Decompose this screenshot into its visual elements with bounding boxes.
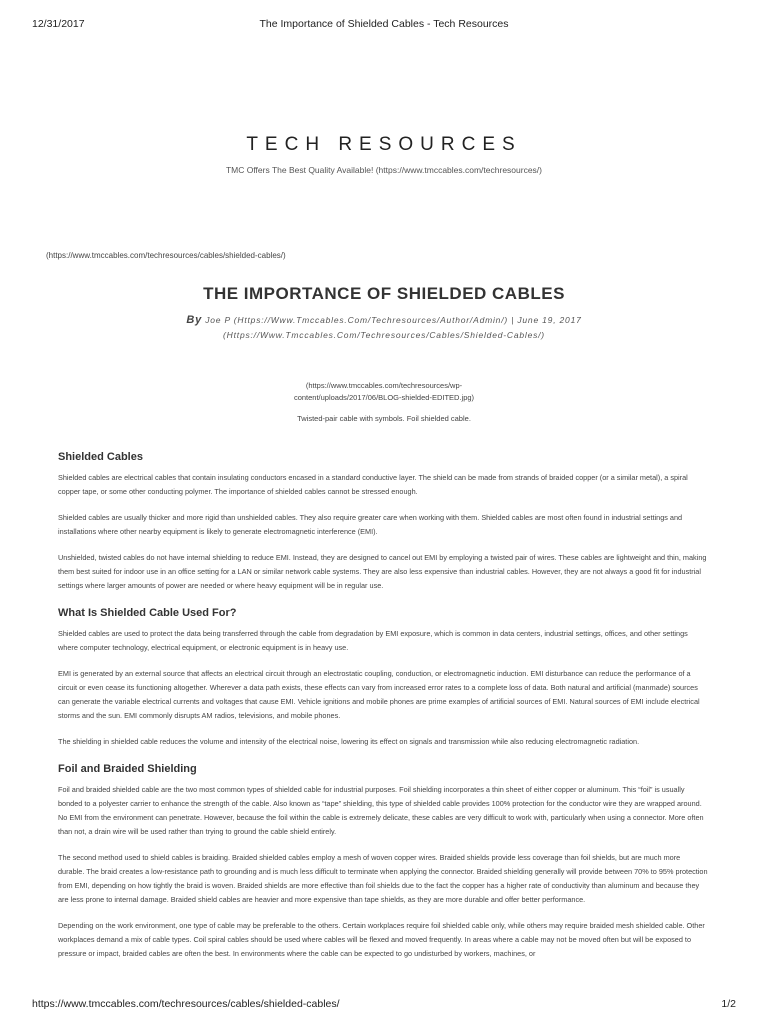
paragraph: The shielding in shielded cable reduces the volume and intensity of the electrical noise, lowering its effect on signals and transmission while also reducing electromagnetic radiation.	[58, 737, 640, 746]
post-date: June 19, 2017	[517, 315, 582, 325]
paragraph: Unshielded, twisted cables do not have internal shielding to reduce EMI. Instead, they are designed to cancel out EMI by employing a twisted pair of wires. These cables are lightweight and thin, making them best suited for indoor use in an office setting for a LAN or similar network cable systems. They are also less expensive than industrial cables. However, they are not always a good fit for industrial settings where larger amounts of power are needed or where heavy equipment will be in regular use.	[58, 553, 707, 590]
paragraph: Shielded cables are used to protect the data being transferred through the cable from degradation by EMI exposure, which is common in data centers, industrial settings, offices, and other settings where computer technology, electrical equipment, or electronic equipment is in heavy use.	[58, 629, 688, 652]
print-date: 12/31/2017	[32, 18, 85, 30]
post-title: THE IMPORTANCE OF SHIELDED CABLES	[203, 284, 565, 303]
post-content	[58, 449, 708, 961]
category-link[interactable]: (https://www.tmccables.com/techresources/cables/shielded-cables/)	[46, 251, 286, 260]
paragraph: Depending on the work environment, one type of cable may be preferable to the others. Certain workplaces require foil shielded cable only, while others may require braided mesh shielded cable. Other workplaces demand a mix of cable types. Coil spiral cables should be used where cables will be flexed and moved frequently. In areas where a cable may not be moved often but will be exposed to pressure or impact, braided cables are often the best. In environments where the cable can be expected to go undisturbed by workers, machines, or	[58, 921, 705, 958]
byline-separator: |	[511, 315, 515, 325]
paragraph: The second method used to shield cables is braiding. Braided shielded cables employ a mesh of woven copper wires. Braided shields provide less coverage than foil shields, but are much more durable. The braid creates a low-resistance path to grounding and is much less difficult to terminate when applying the connector. Braided shielding generally will provide between 70% to 95% protection from EMI, depending on how tightly the braid is woven. Braided shields are more effective than foil shields due to the fact the copper has a higher rate of conductivity than aluminum and because they are less prone to internal damage. Braided shield cables are heavier and more expensive than tape shields, as they are more durable and offer better performance.	[58, 853, 708, 904]
paragraph: Foil and braided shielded cable are the two most common types of shielded cable for industrial purposes. Foil shielding incorporates a thin sheet of either copper or aluminum. This “foil” is usually bonded to a polyester carrier to enhance the strength of the cable. Also known as “tape” shielding, this type of shielded cable provides 100% protection for the conductor wire they are wrapped around. No EMI from the environment can penetrate. However, because the foil within the cable is extremely delicate, these cables are very difficult to work with, particularly when using a connector. More often than not, a drain wire will be used rather than trying to ground the cable shield entirely.	[58, 785, 704, 836]
print-header	[32, 18, 736, 32]
author-link[interactable]: Joe P (Https://Www.Tmccables.Com/Techresources/Author/Admin/)	[205, 315, 508, 325]
image-link-line-2: content/uploads/2017/06/BLOG-shielded-EDITED.jpg)	[293, 393, 475, 402]
section-heading-foil-braided: Foil and Braided Shielding	[58, 763, 197, 775]
paragraph: EMI is generated by an external source that affects an electrical circuit through an electrostatic coupling, conduction, or electromagnetic induction. EMI disturbance can reduce the performance of a circuit or even cease its functioning altogether. Wherever a data path exists, these effects can vary from increased error rates to a complete loss of data. Both natural and artificial (manmade) sources can generate the variable electrical currents and voltages that cause EMI. Vehicle ignitions and mobile phones are prime examples of artificial sources of EMI. Natural sources of EMI include electrical storms and the sun. EMI commonly disrupts AM radios, televisions, and mobile phones.	[58, 669, 700, 720]
featured-image-link[interactable]	[254, 380, 514, 404]
print-page-title: The Importance of Shielded Cables - Tech Resources	[259, 18, 509, 30]
paragraph: Shielded cables are electrical cables that contain insulating conductors encased in a standard conductive layer. The shield can be made from strands of braided copper (or a similar metal), a spiral copper tape, or some other conducting polymer. The importance of shielded cables cannot be stressed enough.	[58, 473, 688, 496]
section-heading-uses: What Is Shielded Cable Used For?	[58, 607, 237, 619]
site-tagline[interactable]: TMC Offers The Best Quality Available! (https://www.tmccables.com/techresources/)	[225, 165, 543, 175]
post-category-link[interactable]: (Https://Www.Tmccables.Com/Techresources/Cables/Shielded-Cables/)	[223, 330, 545, 340]
image-caption: Twisted-pair cable with symbols. Foil shielded cable.	[297, 414, 471, 423]
post-byline	[120, 313, 648, 343]
print-footer	[32, 998, 736, 1012]
site-title[interactable]: TECH RESOURCES	[246, 134, 522, 155]
image-link-line-1: (https://www.tmccables.com/techresources/wp-	[305, 381, 463, 390]
paragraph: Shielded cables are usually thicker and more rigid than unshielded cables. They also require greater care when working with them. Shielded cables are most often found in industrial settings and installations where other nearby equipment is likely to generate electromagnetic interference (EMI).	[58, 513, 683, 536]
by-label: By	[186, 314, 203, 326]
print-url: https://www.tmccables.com/techresources/cables/shielded-cables/	[32, 998, 340, 1010]
section-heading-shielded-cables: Shielded Cables	[58, 451, 143, 463]
page-number: 1/2	[721, 998, 736, 1010]
